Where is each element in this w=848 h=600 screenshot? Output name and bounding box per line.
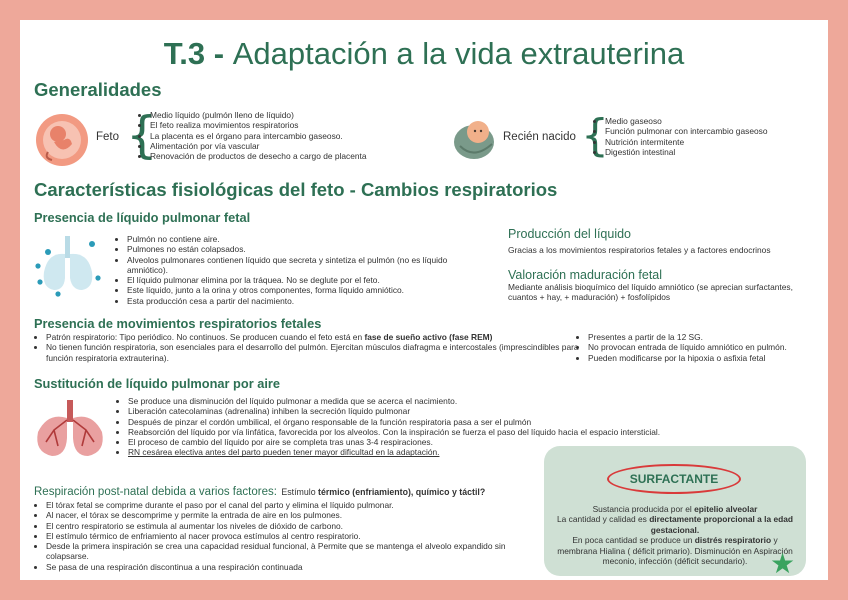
list-item: • No provocan entrada de líquido amniótico en pulmón. [588, 342, 838, 352]
list-item: • Digestión intestinal [605, 147, 835, 157]
list-item: • Alveolos pulmonares contienen líquido que secreta y sintetiza el pulmón (no es líquido amniótico). [127, 255, 465, 276]
produccion-heading: Producción del líquido [508, 227, 631, 241]
list-item: • Este líquido, junto a la orina y otros componentes, forma líquido amniótico. [127, 285, 465, 295]
respiracion-heading: Respiración post-natal debida a varios factores: [34, 486, 277, 498]
feto-brace: { [126, 106, 158, 164]
list-item: • Se pasa de una respiración discontinua a una respiración continuada [46, 562, 546, 572]
generalidades-heading: Generalidades [34, 79, 162, 100]
star-icon: ★ [770, 548, 796, 579]
surfactante-text [552, 504, 798, 566]
list-item: • El tórax fetal se comprime durante el paso por el canal del parto y elimina el líquido pulmonar. [46, 500, 546, 510]
list-item: • Patrón respiratorio: Tipo periódico. No continuos. Se producen cuando el feto está en fase de sueño activo (fase REM) [46, 332, 586, 342]
respiracion-estimulo: Estímulo térmico (enfriamiento), químico y táctil? [281, 487, 486, 497]
rn-label: Recién nacido [503, 131, 576, 143]
list-item: • El proceso de cambio del líquido por aire se completa tras unas 3-4 respiraciones. [128, 437, 828, 447]
respiracion-list [34, 500, 546, 572]
fetus-icon [34, 112, 90, 168]
produccion-text: Gracias a los movimientos respiratorios fetales y a factores endocrinos [508, 245, 771, 255]
surfactante-box [544, 446, 806, 579]
liquido-heading: Presencia de líquido pulmonar fetal [34, 210, 251, 225]
list-item: • Reabsorción del líquido por vía linfática, favorecida por los alveolos. Con la inspiración se fuerza el paso del líquido hacia el espacio intersticial. [128, 427, 828, 437]
list-item: • Se produce una disminución del líquido pulmonar a medida que se acerca el nacimiento. [128, 396, 828, 406]
movimientos-heading: Presencia de movimientos respiratorios fetales [34, 316, 322, 331]
feto-list [138, 110, 470, 161]
list-item: • Pulmones no están colapsados. [127, 244, 465, 254]
list-item: • Desde la primera inspiración se crea una capacidad residual funcional, à Permite que se mantenga el alveolo expandido sin colapsarse. [46, 541, 546, 562]
movimientos-list [34, 332, 586, 363]
feto-label: Feto [96, 131, 120, 143]
list-item: • Medio gaseoso [605, 116, 835, 126]
list-item: • El estímulo térmico de enfriamiento al nacer provoca estímulos al centro respiratorio. [46, 531, 546, 541]
list-item: • Pueden modificarse por la hipoxia o asfixia fetal [588, 353, 838, 363]
list-item: • La placenta es el órgano para intercambio gaseoso. [150, 131, 470, 141]
lungs-icon [32, 232, 104, 298]
caracteristicas-heading: Características fisiológicas del feto - Cambios respiratorios [34, 179, 558, 200]
list-item: • Presentes a partir de la 12 SG. [588, 332, 838, 342]
list-item: • Renovación de productos de desecho a cargo de placenta [150, 151, 470, 161]
list-item: • Después de pinzar el cordón umbilical, el órgano responsable de la función respiratoria pasa a ser el pulmón [128, 417, 828, 427]
surfactante-line: En poca cantidad se produce un distrés respiratorio y membrana Hialina ( déficit primario). Disminución en Aspiración meconio, infección (déficit secundario). [557, 535, 793, 567]
list-item: • Alimentación por vía vascular [150, 141, 470, 151]
rn-brace: { [581, 110, 609, 161]
surfactante-line: La cantidad y calidad es directamente proporcional a la edad gestacional. [557, 514, 793, 535]
list-item: • Función pulmonar con intercambio gaseoso [605, 126, 835, 136]
list-item: • Liberación catecolaminas (adrenalina) inhiben la secreción líquido pulmonar [128, 406, 828, 416]
page-title: T.3 - Adaptación a la vida extrauterina [163, 36, 685, 71]
list-item: • El líquido pulmonar elimina por la tráquea. No se deglute por el feto. [127, 275, 465, 285]
list-item: • Al nacer, el tórax se descomprime y permite la entrada de aire en los pulmones. [46, 510, 546, 520]
surfactante-title: SURFACTANTE [607, 464, 741, 494]
list-item: • El feto realiza movimientos respiratorios [150, 120, 470, 130]
valoracion-text: Mediante análisis bioquímico del líquido amniótico (se aprecian surfactantes, cuantos + hay, + maduración) + fosfolípidos [508, 282, 793, 303]
page [20, 20, 828, 580]
valoracion-heading: Valoración maduración fetal [508, 268, 663, 282]
list-item: • RN cesárea electiva antes del parto pueden tener mayor dificultad en la adaptación. [128, 447, 828, 457]
movimientos-right-list [576, 332, 838, 363]
list-item: • El centro respiratorio se estimula al aumentar los niveles de dióxido de carbono. [46, 521, 546, 531]
list-item: • No tienen función respiratoria, son esenciales para el desarrollo del pulmón. Ejercitan músculos diafragma e intercostales (imprescindibles para función respiratoria extrauterina). [46, 342, 586, 363]
list-item: • Esta producción cesa a partir del nacimiento. [127, 296, 465, 306]
lungs-tree-icon [30, 398, 110, 460]
rn-list [593, 116, 835, 157]
list-item: • Pulmón no contiene aire. [127, 234, 465, 244]
respiracion-header [34, 482, 485, 500]
sustitucion-heading: Sustitución de líquido pulmonar por aire [34, 376, 280, 391]
liquido-list [115, 234, 465, 306]
surfactante-line: Sustancia producida por el epitelio alveolar [592, 504, 758, 514]
list-item: • Medio líquido (pulmón lleno de líquido) [150, 110, 470, 120]
list-item: • Nutrición intermitente [605, 137, 835, 147]
newborn-icon [452, 116, 498, 162]
